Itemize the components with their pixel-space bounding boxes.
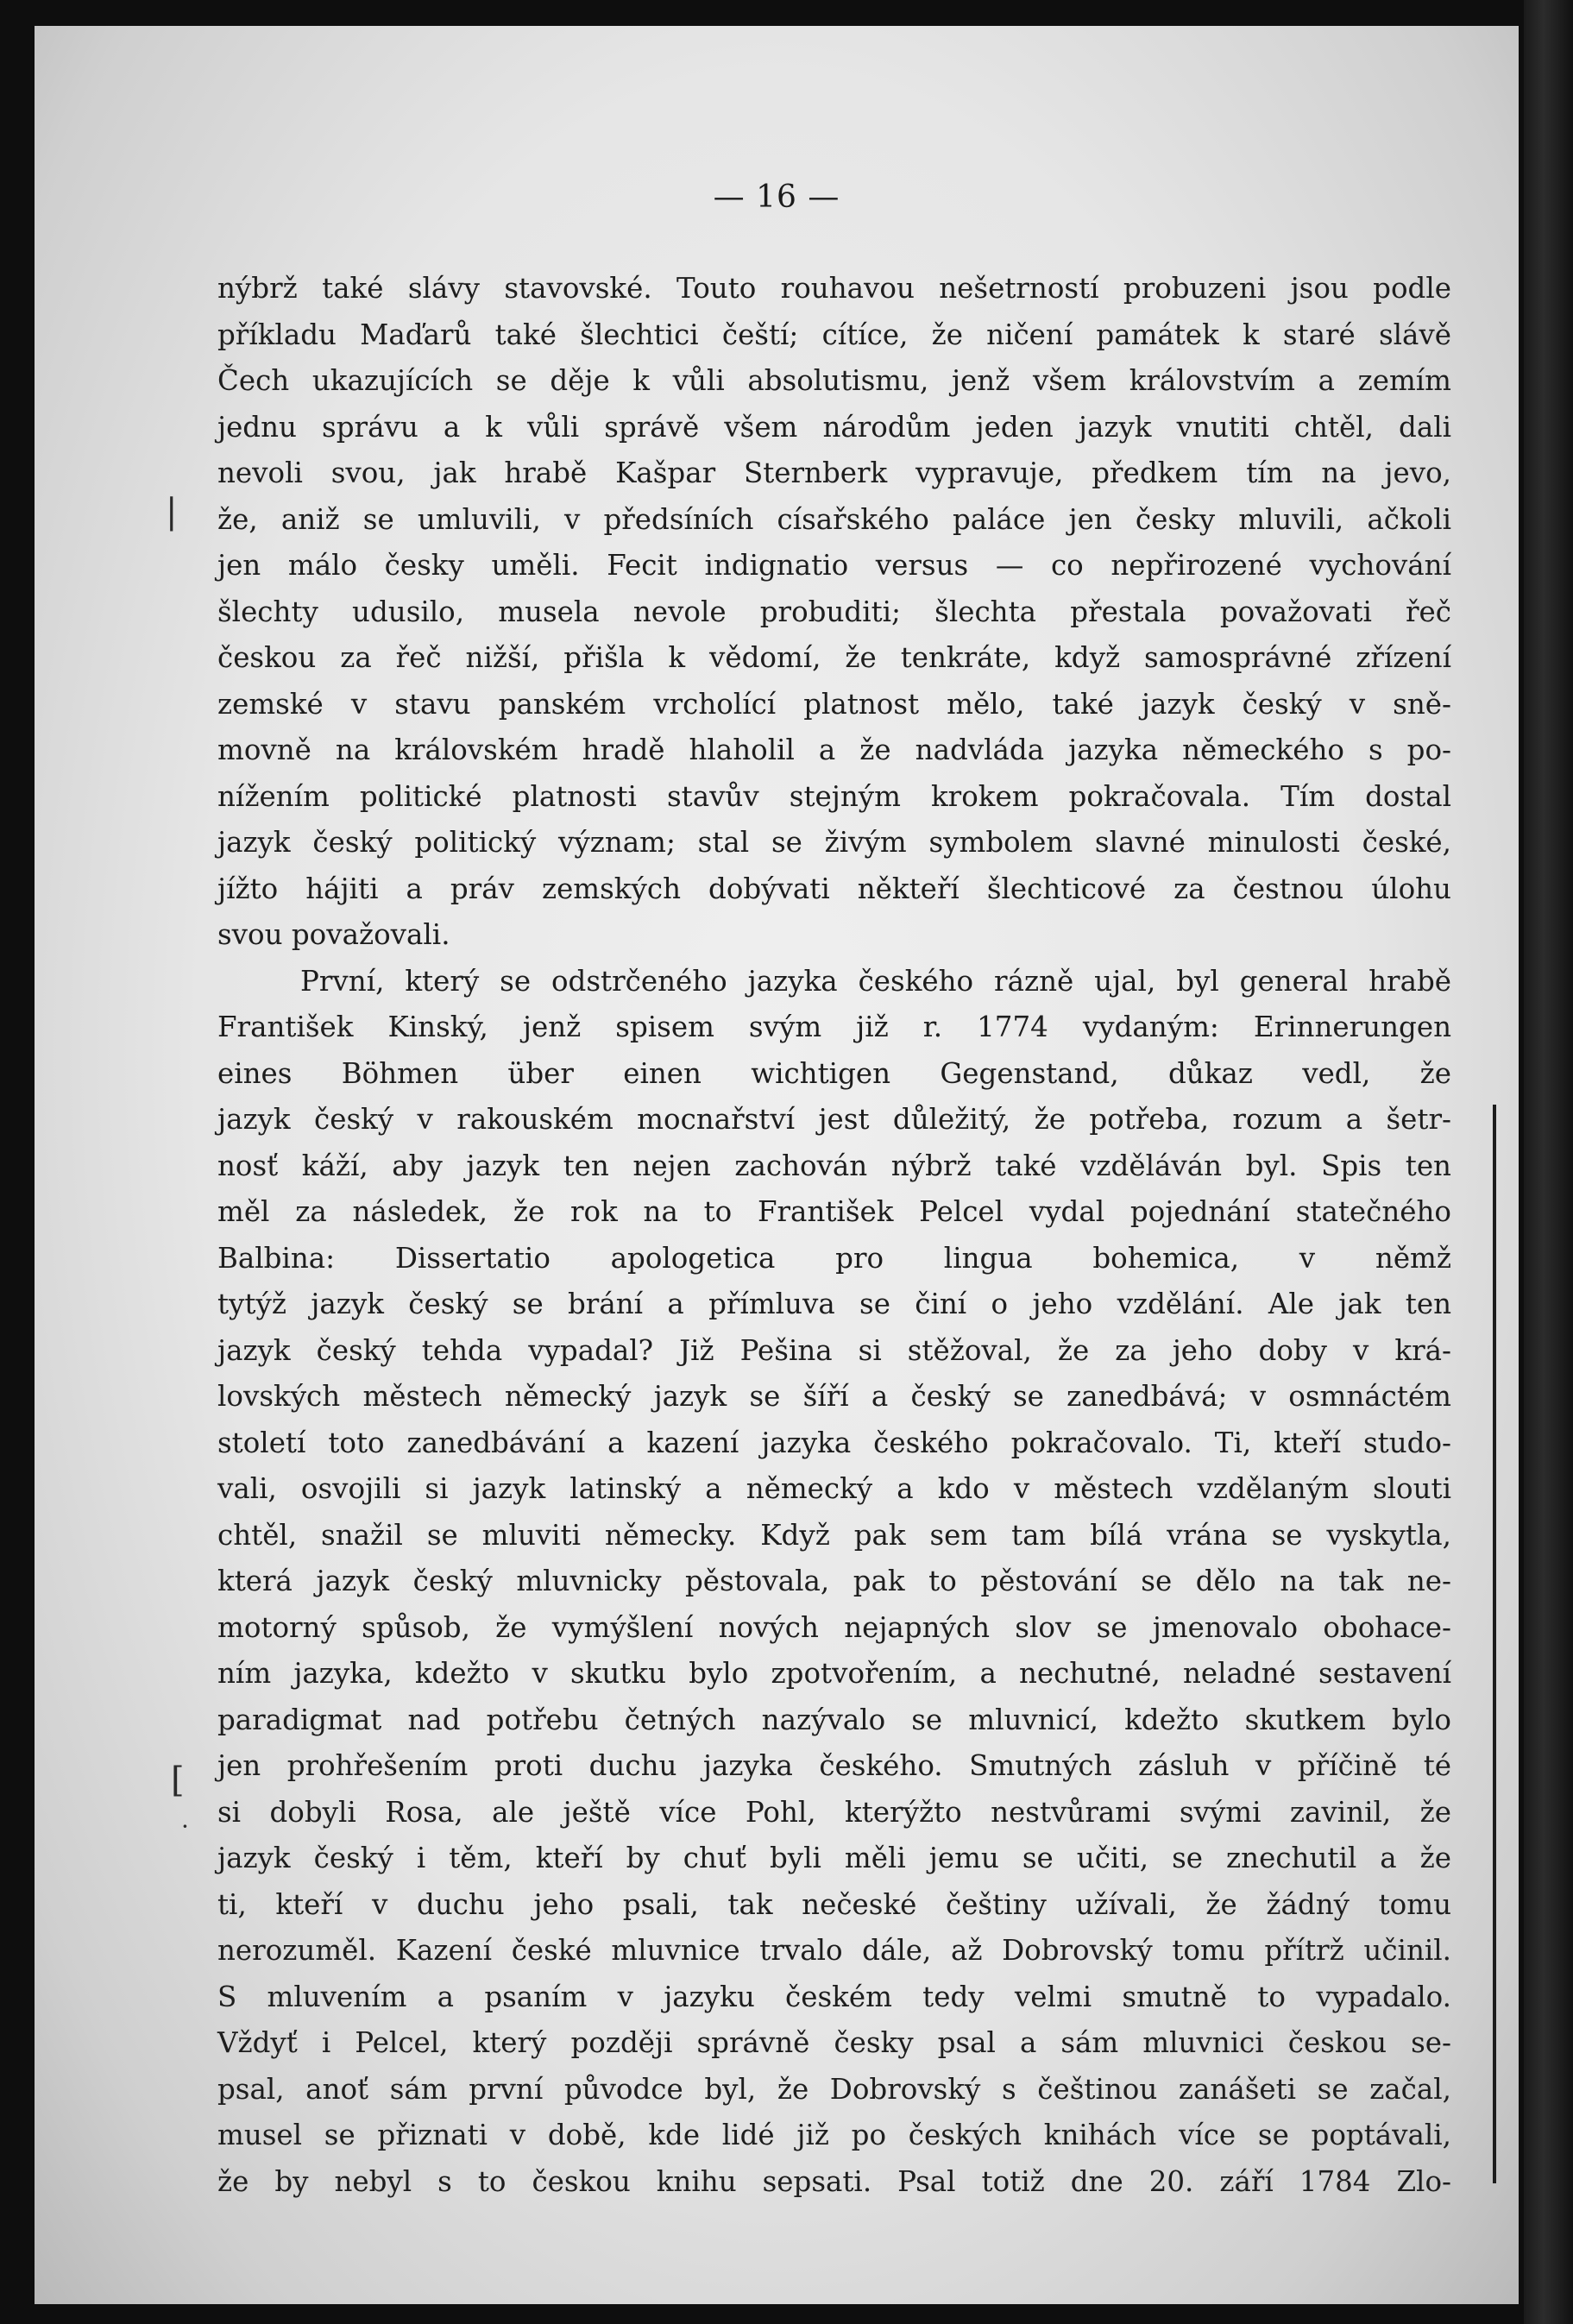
text-line: Balbina: Dissertatio apologetica pro lingua bohemica, v němž <box>217 1241 1451 1275</box>
text-line: jen málo česky uměli. Fecit indignatio versus — co nepřirozené vychování <box>217 549 1451 582</box>
text-line: lovských městech německý jazyk se šíří a český se zanedbává; v osmnáctém <box>217 1380 1451 1413</box>
text-line: psal, anoť sám první původce byl, že Dobrovský s češtinou zanášeti se začal, <box>217 2072 1451 2106</box>
margin-mark: | <box>166 492 178 532</box>
text-line: Vždyť i Pelcel, který později správně česky psal a sám mluvnici českou se- <box>217 2026 1451 2059</box>
text-line: chtěl, snažil se mluviti německy. Když pak sem tam bílá vrána se vyskytla, <box>217 1518 1451 1552</box>
text-line: že by nebyl s to českou knihu sepsati. Psal totiž dne 20. září 1784 Zlo- <box>217 2164 1451 2198</box>
text-line: svou považovali. <box>217 918 450 951</box>
text-line: nevoli svou, jak hrabě Kašpar Sternberk vypravuje, předkem tím na jevo, <box>217 457 1451 489</box>
text-line: vali, osvojili si jazyk latinský a německý a kdo v městech vzdělaným slouti <box>217 1472 1451 1505</box>
text-line: jazyk český v rakouském mocnařství jest důležitý, že potřeba, rozum a šetr- <box>217 1103 1451 1136</box>
text-line: jazyk český politický význam; stal se živým symbolem slavné minulosti české, <box>217 826 1451 859</box>
text-line: příkladu Maďarů také šlechtici čeští; cítíce, že ničení památek k staré slávě <box>217 318 1451 351</box>
text-line: S mluvením a psaním v jazyku českém tedy velmi smutně to vypadalo. <box>217 1980 1451 2013</box>
book-page <box>35 26 1519 2304</box>
page-number: — 16 — <box>713 179 840 215</box>
text-line: století toto zanedbávání a kazení jazyka českého pokračovalo. Ti, kteří studo- <box>217 1426 1451 1459</box>
text-line: movně na královském hradě hlaholil a že nadvláda jazyka německého s po- <box>217 734 1451 766</box>
text-line: českou za řeč nižší, přišla k vědomí, že tenkráte, když samosprávné zřízení <box>217 641 1451 674</box>
text-line: nerozuměl. Kazení české mluvnice trvalo dále, až Dobrovský tomu přítrž učinil. <box>217 1934 1451 1967</box>
text-line: František Kinský, jenž spisem svým již r. 1774 vydaným: Erinnerungen <box>217 1011 1451 1043</box>
text-line: nosť káží, aby jazyk ten nejen zachován nýbrž také vzděláván byl. Spis ten <box>217 1149 1451 1182</box>
text-line: Čech ukazujících se děje k vůli absolutismu, jenž všem královstvím a zemím <box>217 364 1451 397</box>
scan-edge <box>1524 0 1573 2324</box>
text-line: nížením politické platnosti stavův stejným krokem pokračovala. Tím dostal <box>217 779 1451 813</box>
text-line: jen prohřešením proti duchu jazyka českého. Smutných zásluh v příčině té <box>217 1749 1451 1782</box>
text-line: si dobyli Rosa, ale ještě více Pohl, kterýžto nestvůrami svými zavinil, že <box>217 1795 1451 1829</box>
text-line: šlechty udusilo, musela nevole probuditi; šlechta přestala považovati řeč <box>217 595 1451 628</box>
binding-shadow <box>1493 1105 1496 2183</box>
text-line: ti, kteří v duchu jeho psali, tak nečeské češtiny užívali, že žádný tomu <box>217 1887 1451 1921</box>
text-line: která jazyk český mluvnicky pěstovala, pak to pěstování se dělo na tak ne- <box>217 1565 1451 1597</box>
text-line: jednu správu a k vůli správě všem národům jeden jazyk vnutiti chtěl, dali <box>217 410 1451 444</box>
text-line: měl za následek, že rok na to František Pelcel vydal pojednání statečného <box>217 1195 1451 1228</box>
text-line: že, aniž se umluvili, v předsíních císařského paláce jen česky mluvili, ačkoli <box>217 502 1451 536</box>
text-line: jížto hájiti a práv zemských dobývati někteří šlechticové za čestnou úlohu <box>217 872 1451 905</box>
text-line: jazyk český tehda vypadal? Již Pešina si stěžoval, že za jeho doby v krá- <box>217 1333 1451 1367</box>
text-line: jazyk český i těm, kteří by chuť byli měli jemu se učiti, se znechutil a že <box>217 1842 1451 1874</box>
margin-mark: [ <box>171 1760 185 1800</box>
text-line: paradigmat nad potřebu četných nazývalo se mluvnicí, kdežto skutkem bylo <box>217 1703 1451 1736</box>
text-line: musel se přiznati v době, kde lidé již po českých knihách více se poptávali, <box>217 2119 1451 2151</box>
text-line: První, který se odstrčeného jazyka českého rázně ujal, byl general hrabě <box>300 964 1451 998</box>
text-line: motorný spůsob, že vymýšlení nových nejapných slov se jmenovalo obohace- <box>217 1610 1451 1644</box>
text-line: eines Böhmen über einen wichtigen Gegenstand, důkaz vedl, že <box>217 1056 1451 1090</box>
text-line: nýbrž také slávy stavovské. Touto rouhavou nešetrností probuzeni jsou podle <box>217 272 1451 305</box>
body-text <box>217 266 1451 2205</box>
margin-mark: · <box>181 1812 189 1841</box>
text-line: tytýž jazyk český se brání a přímluva se činí o jeho vzdělání. Ale jak ten <box>217 1288 1451 1320</box>
text-line: zemské v stavu panském vrcholící platnost mělo, také jazyk český v sně- <box>217 687 1451 721</box>
text-line: ním jazyka, kdežto v skutku bylo zpotvořením, a nechutné, neladné sestavení <box>217 1657 1451 1690</box>
